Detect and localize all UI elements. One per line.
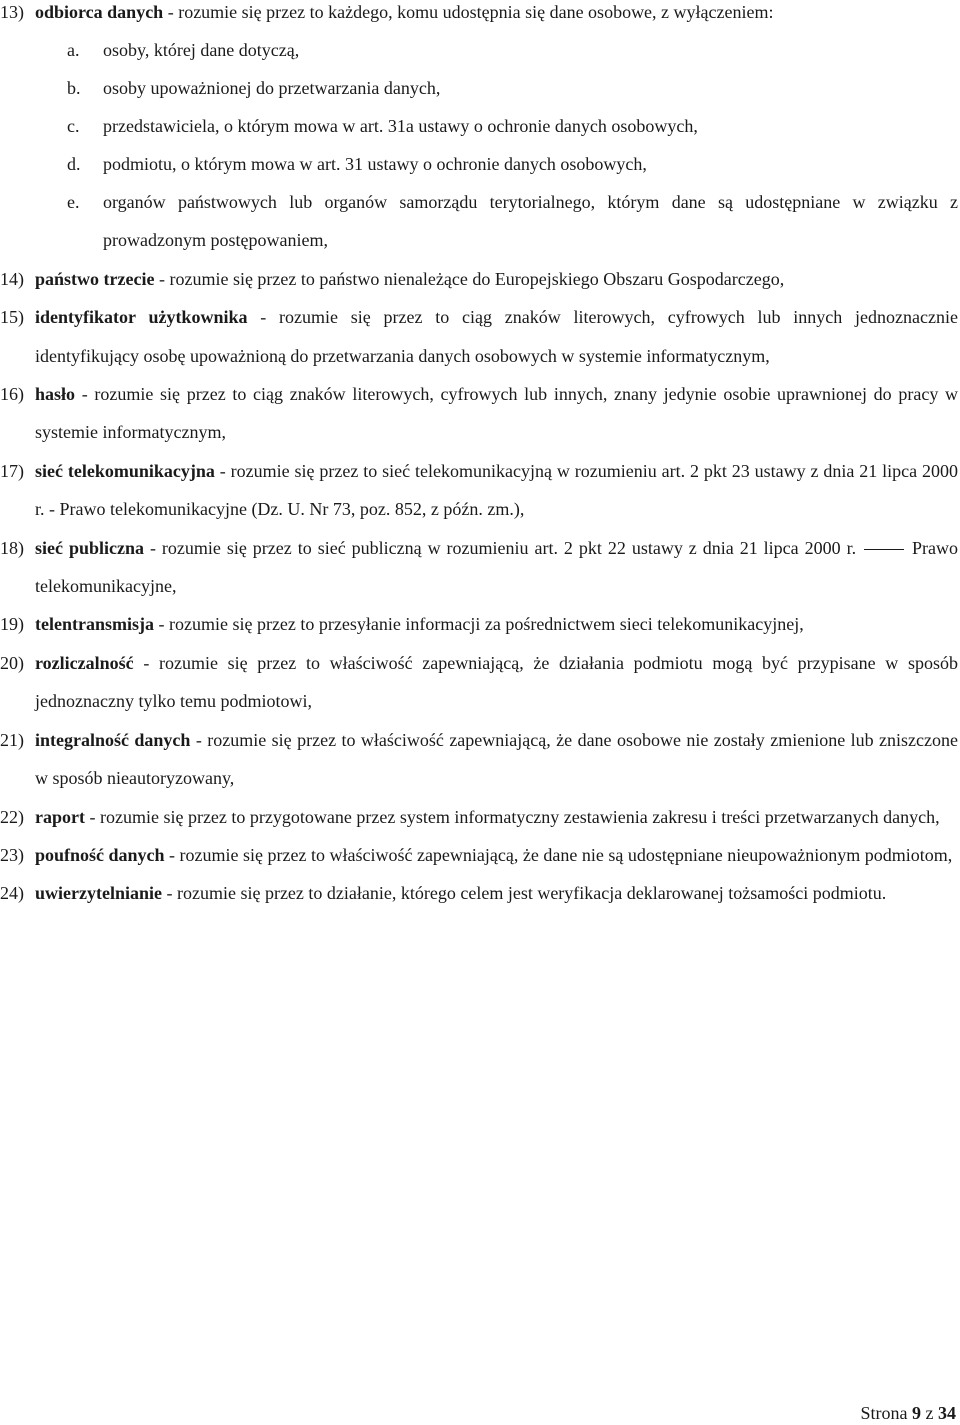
definition-text: - rozumie się przez to ciąg znaków literowych, cyfrowych lub innych, znany jedynie osobie uprawnionej do pracy w systemie informatycznym, (35, 384, 958, 443)
definition-text: - rozumie się przez to właściwość zapewniającą, że dane nie są udostępniane nieupoważnionym podmiotom, (164, 844, 953, 865)
definition-number: 22) (0, 806, 24, 827)
definition-text: - rozumie się przez to każdego, komu udostępnia się dane osobowe, z wyłączeniem: (163, 2, 774, 22)
definition-number: 19) (0, 614, 24, 635)
definition-term: hasło (35, 384, 76, 405)
definition-23 (0, 836, 958, 874)
definition-text: - rozumie się przez to sieć publiczną w rozumieniu art. 2 pkt 22 ustawy z dnia 21 lipca 2000 r. (143, 537, 857, 558)
definition-text: - rozumie się przez to właściwość zapewniającą, że działania podmiotu mogą być przypisane w sposób jednoznaczny tylko temu podmiotowi, (35, 652, 958, 712)
subitem-text: osoby upoważnionej do przetwarzania danych, (103, 78, 441, 98)
subitem-a (0, 31, 958, 69)
definition-term: integralność danych (35, 729, 191, 750)
definition-text: - rozumie się przez to państwo nienależące do Europejskiego Obszaru Gospodarczego, (154, 268, 785, 289)
definition-number: 24) (0, 883, 24, 904)
subitem-letter: e. (67, 192, 80, 212)
definition-20 (0, 644, 958, 721)
subitem-b (0, 69, 958, 107)
subitem-text: organów państwowych lub organów samorządu terytorialnego, którym dane są udostępniane w związku z prowadzonym postępowaniem, (103, 192, 958, 251)
definition-text: - rozumie się przez to sieć telekomunikacyjną w rozumieniu art. 2 pkt 23 ustawy z dnia 21 lipca 2000 r. - Prawo telekomunikacyjne (Dz. U. Nr 73, poz. 852, z późn. zm.), (35, 460, 958, 520)
definition-17 (0, 452, 958, 529)
subitem-letter: b. (67, 78, 81, 98)
definition-number: 15) (0, 307, 24, 328)
definition-text: - rozumie się przez to przesyłanie informacji za pośrednictwem sieci telekomunikacyjnej, (153, 614, 804, 635)
definition-22 (0, 798, 958, 836)
definition-19 (0, 605, 958, 643)
subitem-e (0, 183, 958, 260)
em-dash-rule (864, 549, 904, 551)
definition-term: sieć telekomunikacyjna (35, 460, 215, 481)
definition-number: 17) (0, 460, 24, 481)
subitem-d (0, 145, 958, 183)
definition-term: państwo trzecie (35, 268, 155, 289)
definition-18 (0, 529, 958, 606)
definition-text: - rozumie się przez to ciąg znaków literowych, cyfrowych lub innych jednoznacznie identyfikujący osobę upoważnioną do przetwarzania danych osobowych w systemie informatycznym, (35, 307, 958, 366)
definition-number: 20) (0, 652, 24, 673)
definition-number: 18) (0, 537, 24, 558)
subitem-text: osoby, której dane dotyczą, (103, 40, 300, 60)
definition-term: sieć publiczna (35, 537, 144, 558)
footer-separator: z (925, 1403, 934, 1423)
definition-term: uwierzytelnianie (35, 883, 162, 904)
footer-total-pages: 34 (938, 1403, 956, 1423)
definition-text: - rozumie się przez to przygotowane przez system informatyczny zestawienia zakresu i treści przetwarzanych danych, (84, 806, 940, 827)
definition-21 (0, 721, 958, 798)
definition-number: 23) (0, 844, 24, 865)
definition-15 (0, 298, 958, 375)
definition-term: raport (35, 806, 85, 827)
definition-number: 14) (0, 268, 24, 289)
definition-term: rozliczalność (35, 652, 134, 673)
definition-term: poufność danych (35, 844, 165, 865)
definition-term: telentransmisja (35, 614, 154, 635)
definition-16 (0, 375, 958, 452)
definition-number: 13) (0, 2, 24, 22)
definition-13 (0, 0, 958, 31)
definition-number: 21) (0, 729, 24, 750)
footer-prefix: Strona (860, 1403, 908, 1423)
definition-number: 16) (0, 384, 24, 405)
definition-text: - rozumie się przez to działanie, którego celem jest weryfikacja deklarowanej tożsamości podmiotu. (161, 883, 887, 904)
definition-14 (0, 260, 958, 298)
subitem-text: podmiotu, o którym mowa w art. 31 ustawy o ochronie danych osobowych, (103, 154, 647, 174)
definition-24 (0, 874, 958, 912)
definition-term: identyfikator użytkownika (35, 307, 248, 328)
subitem-text: przedstawiciela, o którym mowa w art. 31a ustawy o ochronie danych osobowych, (103, 116, 698, 136)
definition-term: odbiorca danych (35, 2, 164, 22)
definition-text: - rozumie się przez to właściwość zapewniającą, że dane osobowe nie zostały zmienione lub zniszczone w sposób nieautoryzowany, (35, 729, 958, 789)
subitem-letter: c. (67, 116, 80, 136)
footer-page-number: 9 (912, 1403, 921, 1423)
subitem-letter: d. (67, 154, 81, 174)
definition-text-after-dash: Prawo telekomunikacyjne, (35, 537, 959, 597)
subitem-letter: a. (67, 40, 80, 60)
subitem-c (0, 107, 958, 145)
page-footer (861, 1402, 957, 1424)
